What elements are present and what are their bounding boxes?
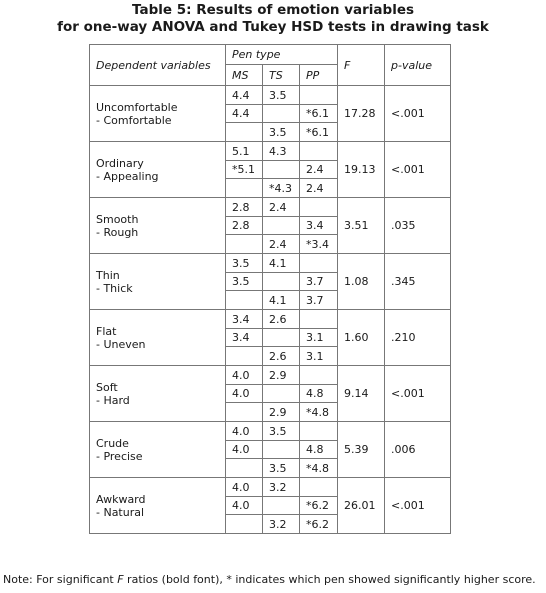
- variable-name-line-1: Awkward: [96, 492, 146, 506]
- score-pp-cell: [300, 310, 338, 329]
- score-ts-cell: 3.5: [263, 86, 300, 105]
- table-row: [90, 366, 451, 385]
- p-value-cell: <.001: [385, 86, 451, 142]
- score-ts-cell: [263, 385, 300, 403]
- p-value-cell: <.001: [385, 478, 451, 534]
- variable-name-line-1: Soft: [96, 380, 118, 394]
- table-row: [90, 142, 451, 161]
- header-ms: MS: [226, 65, 263, 86]
- f-ratio-cell: 1.60: [338, 310, 385, 366]
- variable-name-line-2: - Comfortable: [96, 113, 172, 127]
- score-ts-cell: 2.4: [263, 198, 300, 217]
- score-pp-cell: [300, 478, 338, 497]
- score-ms-cell: 4.4: [226, 86, 263, 105]
- variable-name-line-1: Crude: [96, 436, 129, 450]
- score-ms-cell: 4.0: [226, 441, 263, 459]
- f-ratio-cell: 9.14: [338, 366, 385, 422]
- dependent-variable-cell: [90, 142, 226, 198]
- variable-name-line-1: Ordinary: [96, 156, 144, 170]
- header-pen-type: Pen type: [226, 45, 338, 65]
- dependent-variable-cell: [90, 86, 226, 142]
- variable-name-line-2: - Natural: [96, 505, 145, 519]
- score-ts-cell: 3.5: [263, 422, 300, 441]
- score-ms-cell: [226, 515, 263, 534]
- caption-line-1: Table 5: Results of emotion variables: [131, 2, 415, 18]
- score-ms-cell: 3.4: [226, 329, 263, 347]
- dependent-variable-cell: [90, 422, 226, 478]
- score-ms-cell: [226, 403, 263, 422]
- score-ms-cell: 2.8: [226, 217, 263, 235]
- note-suffix: ratios (bold font), * indicates which pen showed significantly higher score.: [123, 573, 536, 586]
- header-p-value: p-value: [385, 45, 451, 86]
- p-value-cell: <.001: [385, 142, 451, 198]
- score-ts-cell: 3.2: [263, 478, 300, 497]
- score-ms-cell: *5.1: [226, 161, 263, 179]
- f-ratio-cell: 19.13: [338, 142, 385, 198]
- table-row: [90, 198, 451, 217]
- p-value-cell: .345: [385, 254, 451, 310]
- score-pp-cell: 4.8: [300, 441, 338, 459]
- header-ts: TS: [263, 65, 300, 86]
- score-pp-cell: *6.1: [300, 123, 338, 142]
- score-pp-cell: 2.4: [300, 161, 338, 179]
- score-ms-cell: 3.5: [226, 273, 263, 291]
- score-pp-cell: 3.1: [300, 347, 338, 366]
- score-ts-cell: 3.5: [263, 123, 300, 142]
- score-ms-cell: 4.4: [226, 105, 263, 123]
- score-ms-cell: 4.0: [226, 385, 263, 403]
- score-ts-cell: [263, 217, 300, 235]
- score-ms-cell: 5.1: [226, 142, 263, 161]
- dependent-variable-cell: [90, 198, 226, 254]
- score-ms-cell: [226, 235, 263, 254]
- score-ts-cell: 2.6: [263, 310, 300, 329]
- variable-name-line-1: Flat: [96, 324, 117, 338]
- score-pp-cell: 3.7: [300, 291, 338, 310]
- variable-name-line-1: Thin: [96, 268, 120, 282]
- table-row: [90, 86, 451, 105]
- p-value-cell: .006: [385, 422, 451, 478]
- score-pp-cell: *6.2: [300, 497, 338, 515]
- variable-name-line-2: - Appealing: [96, 169, 159, 183]
- variable-name-line-2: - Rough: [96, 225, 139, 239]
- header-dependent-variables: Dependent variables: [90, 45, 226, 86]
- variable-name-line-2: - Hard: [96, 393, 130, 407]
- score-pp-cell: *4.8: [300, 459, 338, 478]
- score-ts-cell: 2.9: [263, 366, 300, 385]
- score-ms-cell: 4.0: [226, 497, 263, 515]
- score-ts-cell: [263, 441, 300, 459]
- score-pp-cell: [300, 366, 338, 385]
- score-pp-cell: 3.4: [300, 217, 338, 235]
- caption-line-2: for one-way ANOVA and Tukey HSD tests in drawing task: [57, 19, 489, 35]
- table-body: [90, 86, 451, 534]
- score-ts-cell: 2.9: [263, 403, 300, 422]
- score-ts-cell: *4.3: [263, 179, 300, 198]
- dependent-variable-cell: [90, 366, 226, 422]
- score-ms-cell: [226, 291, 263, 310]
- p-value-cell: <.001: [385, 366, 451, 422]
- score-pp-cell: *3.4: [300, 235, 338, 254]
- note-f-italic: F: [117, 573, 124, 586]
- f-ratio-cell: 5.39: [338, 422, 385, 478]
- score-pp-cell: [300, 422, 338, 441]
- score-ts-cell: [263, 497, 300, 515]
- score-pp-cell: *4.8: [300, 403, 338, 422]
- f-ratio-cell: 26.01: [338, 478, 385, 534]
- variable-name-line-1: Smooth: [96, 212, 139, 226]
- score-ts-cell: [263, 105, 300, 123]
- score-ms-cell: [226, 179, 263, 198]
- score-ts-cell: 3.2: [263, 515, 300, 534]
- score-pp-cell: [300, 142, 338, 161]
- score-pp-cell: 3.1: [300, 329, 338, 347]
- score-pp-cell: [300, 254, 338, 273]
- table-caption: [0, 2, 546, 36]
- score-ts-cell: 2.6: [263, 347, 300, 366]
- score-ts-cell: 3.5: [263, 459, 300, 478]
- p-value-cell: .035: [385, 198, 451, 254]
- score-ms-cell: [226, 123, 263, 142]
- score-pp-cell: *6.1: [300, 105, 338, 123]
- variable-name-line-1: Uncomfortable: [96, 100, 178, 114]
- score-ms-cell: 4.0: [226, 366, 263, 385]
- header-f: F: [338, 45, 385, 86]
- score-pp-cell: 3.7: [300, 273, 338, 291]
- score-ts-cell: 4.3: [263, 142, 300, 161]
- score-ms-cell: 2.8: [226, 198, 263, 217]
- score-ms-cell: 3.4: [226, 310, 263, 329]
- p-value-cell: .210: [385, 310, 451, 366]
- table-row: [90, 254, 451, 273]
- score-ms-cell: [226, 347, 263, 366]
- score-ms-cell: 4.0: [226, 422, 263, 441]
- table-row: [90, 478, 451, 497]
- dependent-variable-cell: [90, 478, 226, 534]
- score-pp-cell: [300, 198, 338, 217]
- variable-name-line-2: - Uneven: [96, 337, 146, 351]
- table-note: [3, 573, 536, 586]
- dependent-variable-cell: [90, 254, 226, 310]
- table-row: [90, 310, 451, 329]
- f-ratio-cell: 17.28: [338, 86, 385, 142]
- header-pp: PP: [300, 65, 338, 86]
- score-ms-cell: 3.5: [226, 254, 263, 273]
- f-ratio-cell: 3.51: [338, 198, 385, 254]
- score-ts-cell: 4.1: [263, 291, 300, 310]
- score-ts-cell: [263, 273, 300, 291]
- score-ts-cell: 4.1: [263, 254, 300, 273]
- anova-table: [89, 44, 451, 534]
- score-pp-cell: *6.2: [300, 515, 338, 534]
- variable-name-line-2: - Precise: [96, 449, 143, 463]
- score-pp-cell: [300, 86, 338, 105]
- score-ms-cell: [226, 459, 263, 478]
- score-pp-cell: 2.4: [300, 179, 338, 198]
- variable-name-line-2: - Thick: [96, 281, 133, 295]
- f-ratio-cell: 1.08: [338, 254, 385, 310]
- score-ms-cell: 4.0: [226, 478, 263, 497]
- score-pp-cell: 4.8: [300, 385, 338, 403]
- score-ts-cell: [263, 161, 300, 179]
- dependent-variable-cell: [90, 310, 226, 366]
- score-ts-cell: 2.4: [263, 235, 300, 254]
- table-row: [90, 422, 451, 441]
- score-ts-cell: [263, 329, 300, 347]
- note-prefix: Note: For significant: [3, 573, 118, 586]
